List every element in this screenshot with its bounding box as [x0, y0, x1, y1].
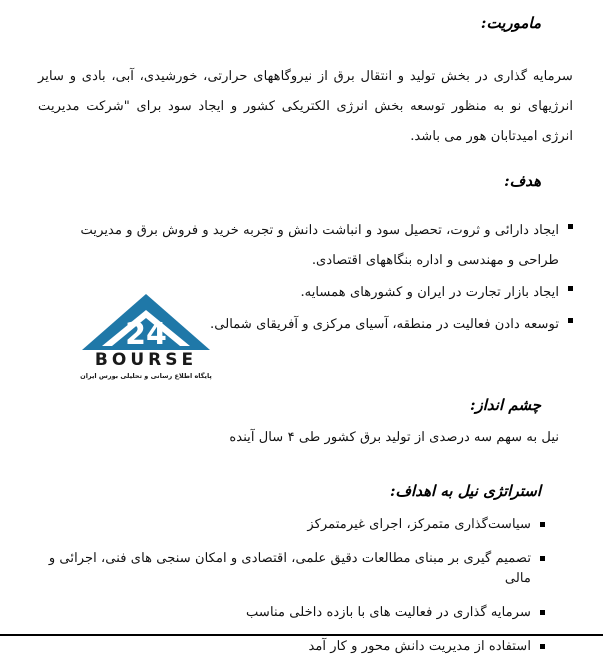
mission-text: سرمایه گذاری در بخش تولید و انتقال برق از نیروگاههای حرارتی، خورشیدی، آبی، بادی و سایر انرژیهای نو به منظور توسعه بخش انرژی الکتریکی کشور و ایجاد سود برای "شرکت مدیریت انرژی امیدتابان هور می باشد. [38, 69, 573, 144]
vision-text: نیل به سهم سه درصدی از تولید برق کشور طی ۴ سال آینده [229, 430, 559, 445]
bullet-icon [540, 522, 545, 527]
bullet-icon [540, 610, 545, 615]
bourse24-logo [72, 292, 220, 384]
bullet-icon [568, 224, 573, 229]
strategy-item [40, 515, 545, 535]
strategy-item [40, 549, 545, 589]
goal-item [40, 216, 573, 276]
bourse24-logo-icon [72, 292, 220, 384]
strategy-item-text: سرمایه گذاری در فعالیت های با بازده داخلی مناسب [245, 605, 531, 620]
page-divider [0, 634, 603, 636]
logo-number: 24 [125, 317, 167, 352]
strategy-item-text: استفاده از مدیریت دانش محور و کار آمد [308, 639, 531, 654]
goal-item-text: ایجاد دارائی و ثروت، تحصیل سود و انباشت دانش و تجربه خرید و فروش برق و مدیریت طراحی و مهندسی و اداره بنگاههای اقتصادی. [80, 223, 559, 268]
bullet-icon [540, 644, 545, 649]
goal-heading: هدف: [504, 172, 541, 190]
strategy-item-text: سیاست‌گذاری متمرکز، اجرای غیرمتمرکز [307, 517, 531, 532]
logo-brand: BOURSE [94, 350, 198, 370]
bullet-icon [568, 318, 573, 323]
goal-item-text: توسعه دادن فعالیت در منطقه، آسیای مرکزی و آفریقای شمالی. [210, 317, 559, 332]
vision-heading: چشم انداز: [469, 396, 541, 414]
goal-item-text: ایجاد بازار تجارت در ایران و کشورهای همسایه. [300, 285, 559, 300]
bullet-icon [568, 286, 573, 291]
strategy-item [40, 637, 545, 657]
strategy-list [40, 515, 545, 671]
bullet-icon [540, 556, 545, 561]
logo-subtitle: پایگاه اطلاع رسانی و تحلیلی بورس ایران [80, 372, 212, 380]
strategy-item-text: تصمیم گیری بر مبنای مطالعات دقیق علمی، اقتصادی و امکان سنجی های فنی، اجرائی و مالی [48, 551, 531, 586]
strategy-item [40, 603, 545, 623]
mission-heading: ماموریت: [480, 14, 541, 32]
strategy-heading: استراتژی نیل به اهداف: [389, 482, 541, 500]
